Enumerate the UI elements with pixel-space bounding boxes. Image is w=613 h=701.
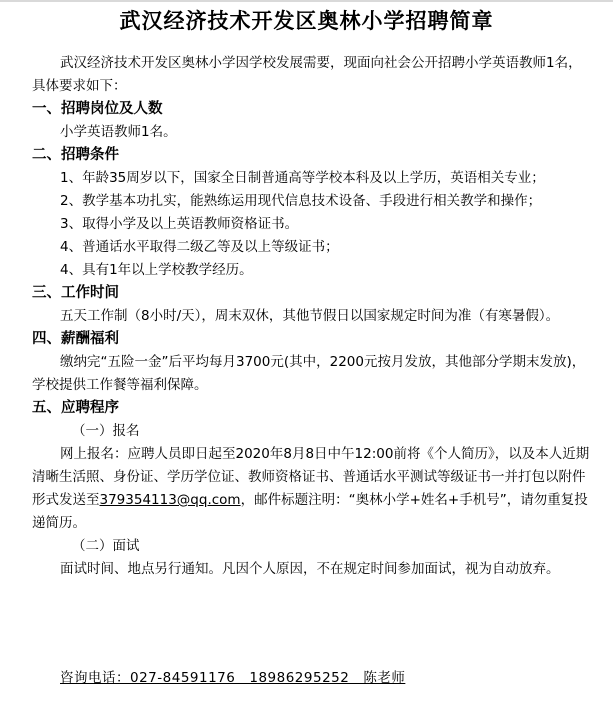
section-heading-positions: 一、招聘岗位及人数: [32, 101, 163, 117]
registration-text: [32, 443, 592, 535]
document-body: [32, 52, 592, 581]
positions-text: 小学英语教师1名。: [60, 124, 177, 140]
interview-text: 面试时间、地点另行通知。凡因个人原因，不在规定时间参加面试，视为自动放弃。: [60, 561, 560, 577]
section-heading-procedure: 五、应聘程序: [32, 400, 119, 416]
requirement-item: 1、年龄35周岁以下，国家全日制普通高等学校本科及以上学历，英语相关专业；: [60, 170, 545, 186]
subsection-title-interview: （二）面试: [72, 538, 140, 554]
section-heading-work-time: 三、工作时间: [32, 285, 119, 301]
intro-paragraph: 武汉经济技术开发区奥林小学因学校发展需要，现面向社会公开招聘小学英语教师1名，具体要求如下：: [32, 55, 582, 94]
requirement-item: 3、取得小学及以上英语教师资格证书。: [60, 216, 299, 232]
section-heading-salary: 四、薪酬福利: [32, 331, 119, 347]
contact-line: 咨询电话：027-84591176 18986295252 陈老师: [60, 670, 406, 686]
requirement-item: 2、教学基本功扎实，能熟练运用现代信息技术设备、手段进行相关教学和操作；: [60, 193, 542, 209]
page-title: 武汉经济技术开发区奥林小学招聘简章: [119, 8, 494, 33]
top-border: [0, 0, 613, 2]
work-time-text: 五天工作制（8小时/天），周末双休，其他节假日以国家规定时间为准（有寒暑假）。: [60, 308, 560, 324]
registration-text-before: 网上报名：应聘人员即日起至2020年8月8日中午12:00前将《个人简历》，以及本人近期清晰生活照、身份证、学历学位证、教师资格证书、普通话水平测试等级证书一并打包以附件形式发送至: [32, 446, 590, 508]
registration-text-after: ，邮件标题注明：“奥林小学+姓名+手机号”，请勿重复投递简历。: [32, 492, 588, 531]
requirement-item: 4、普通话水平取得二级乙等及以上等级证书；: [60, 239, 339, 255]
email-link[interactable]: 379354113@qq.com: [99, 492, 241, 508]
requirement-item: 4、具有1年以上学校教学经历。: [60, 262, 253, 278]
section-heading-requirements: 二、招聘条件: [32, 147, 119, 163]
subsection-title-registration: （一）报名: [72, 423, 140, 439]
salary-text: 缴纳完“五险一金”后平均每月3700元(其中，2200元按月发放，其他部分学期末发放)，学校提供工作餐等福利保障。: [32, 354, 586, 393]
